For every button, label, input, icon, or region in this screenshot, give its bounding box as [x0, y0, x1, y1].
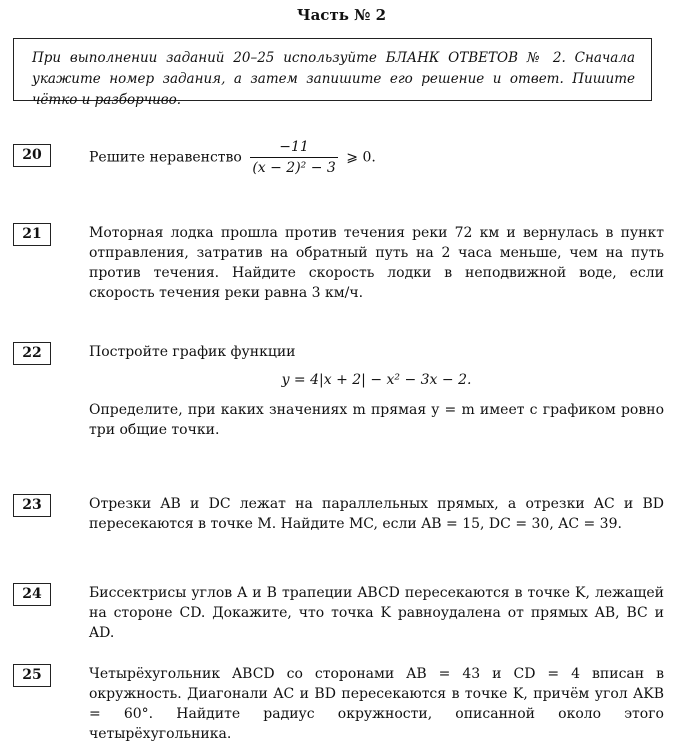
task-20-prefix: Решите неравенство	[89, 149, 242, 166]
fraction	[250, 137, 338, 178]
task-number: 25	[13, 664, 51, 687]
page-title: Часть № 2	[296, 6, 387, 24]
instructions-box: При выполнении заданий 20–25 используйте БЛАНК ОТВЕТОВ № 2. Сначала укажите номер задания, а затем запишите его решение и ответ. Пишите чётко и разборчиво.	[13, 38, 652, 101]
task-text: Четырёхугольник ABCD со сторонами AB = 43 и CD = 4 вписан в окружность. Диагонали AC и BD пересекаются в точке K, причём угол AKB = 60°. Найдите радиус окружности, описанной около этого четырёхугольника.	[89, 666, 664, 742]
task-22-text1: Постройте график функции	[89, 344, 296, 360]
task-text: Отрезки AB и DC лежат на параллельных прямых, а отрезки AC и BD пересекаются в точке M. Найдите MC, если AB = 15, DC = 30, AC = 39.	[89, 496, 664, 532]
task-number: 22	[13, 342, 51, 365]
task-22-formula: y = 4|x + 2| − x² − 3x − 2.	[281, 372, 472, 388]
task-20-suffix: ⩾ 0.	[346, 149, 376, 166]
task-text	[89, 342, 664, 440]
task-text	[89, 137, 376, 178]
task-number: 20	[13, 144, 51, 167]
fraction-denominator: (x − 2)² − 3	[252, 160, 336, 176]
task-text: Моторная лодка прошла против течения реки 72 км и вернулась в пункт отправления, затратив на обратный путь на 2 часа меньше, чем на путь против течения. Найдите скорость лодки в неподвижной воде, если скорость течения реки равна 3 км/ч.	[89, 225, 664, 301]
fraction-numerator: −11	[250, 137, 338, 158]
task-number: 24	[13, 583, 51, 606]
task-number: 23	[13, 494, 51, 517]
task-22-text2: Определите, при каких значениях m прямая y = m имеет с графиком ровно три общие точки.	[89, 402, 664, 438]
task-text: Биссектрисы углов A и B трапеции ABCD пересекаются в точке K, лежащей на стороне CD. Докажите, что точка K равноудалена от прямых AB, BC и AD.	[89, 585, 664, 641]
task-number: 21	[13, 223, 51, 246]
